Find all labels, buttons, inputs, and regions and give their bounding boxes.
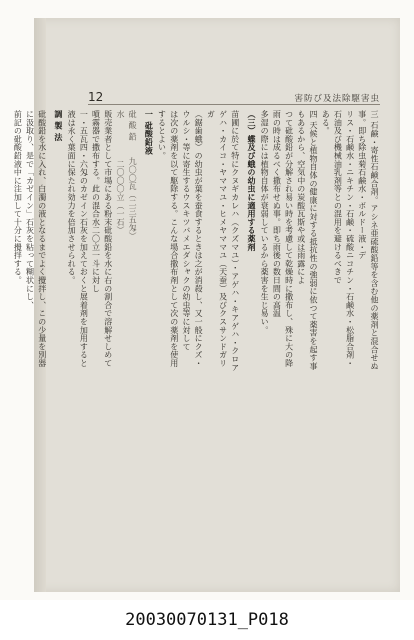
text-line: （鋸歯蛾）の幼虫が葉を蚕食するときは之が消殺し、又一般にクズ・ウルシ・等に寄生するウスキツバメエダシャクの幼虫等に対して	[181, 110, 204, 368]
text-line: 四 天候と植物自体の健康に対する抵抗性の強弱に依つて薬害を起す事もあるから、空気中の炭酸瓦斯や或は雨露によ	[296, 110, 318, 371]
text-line: つて砒酸鉛が分解され易い時を考慮して乾燥時に撒布し、殊に大の降雨の時は成るべく撒布せぬ事。即ち雨後の数日間の高温	[272, 110, 294, 368]
document-page	[13, 18, 400, 592]
formula-line: 水 二〇〇〇立（一石）	[115, 110, 125, 235]
section-heading: （三）蝶及び蛾の幼虫に適用する薬剤	[246, 110, 257, 252]
text-line: 砒酸鉛を水に入れ、白濁の液となるまでよく攪拌し、この少量を別器に汲取り、是で「カゼイン」石灰を粘って糊状にし、	[25, 110, 47, 368]
text-line: 多湿の際には植物自体が衰弱しているから薬害を生じ易い。	[260, 110, 270, 335]
text-line: 前記の砒酸鉛液中に注加して十分に攪拌する。	[13, 110, 23, 285]
text-line: 三 石鹸・寄性石鹸合剤。アシネ亜硫酸鉛等を含む他の薬剤と混合せぬ事。即ち除虫菊石鹸水・ボルドー液・デ	[357, 110, 379, 371]
text-line: は次の薬剤を以て駆除する。こんな場合撒布剤として次の薬剤を使用するとよい。	[157, 110, 179, 368]
vertical-text-body	[13, 110, 380, 372]
method-heading: 調 製 法	[53, 110, 64, 142]
subsection-heading: 一 砒酸鉛液	[144, 110, 155, 155]
header-title: 虫害駆除法及び防害	[294, 94, 380, 104]
image-caption: 20030070131_P018	[0, 600, 414, 640]
text-line: リス・石鹸水・ニキチン・石鹸・硫酸ニコチン・石鹸水・松脂合剤・石油及び機械油乳剤等との混用を避けるべきで	[333, 110, 355, 368]
running-header	[88, 84, 380, 105]
text-line: ある。	[321, 110, 331, 135]
formula-line: 砒 酸 鉛 九〇〇瓦（二三五匁）	[128, 110, 138, 241]
text-line: 一・五瓦四・六匁のカゼイン石灰を加えておくと展着剤を加用すると液は永く葉面に保たれ効力を倍加させられる。	[67, 110, 89, 368]
page-number: 12	[88, 90, 104, 104]
text-line: 苗圃に於て特にクヌギカレハ（クズマユ）・アゲハ・キアゲハ・クロアゲハ・カイコ・ヤママユ・ヒメヤママユ（天蚕）及びクスサンドガリガ	[206, 110, 240, 372]
text-line: 販売業者として市場にある粉末砒酸鉛を水に右の割合で溶解せしめて噴霧器で撒布する。此の混合水二〇立一斗に対し	[91, 110, 113, 368]
